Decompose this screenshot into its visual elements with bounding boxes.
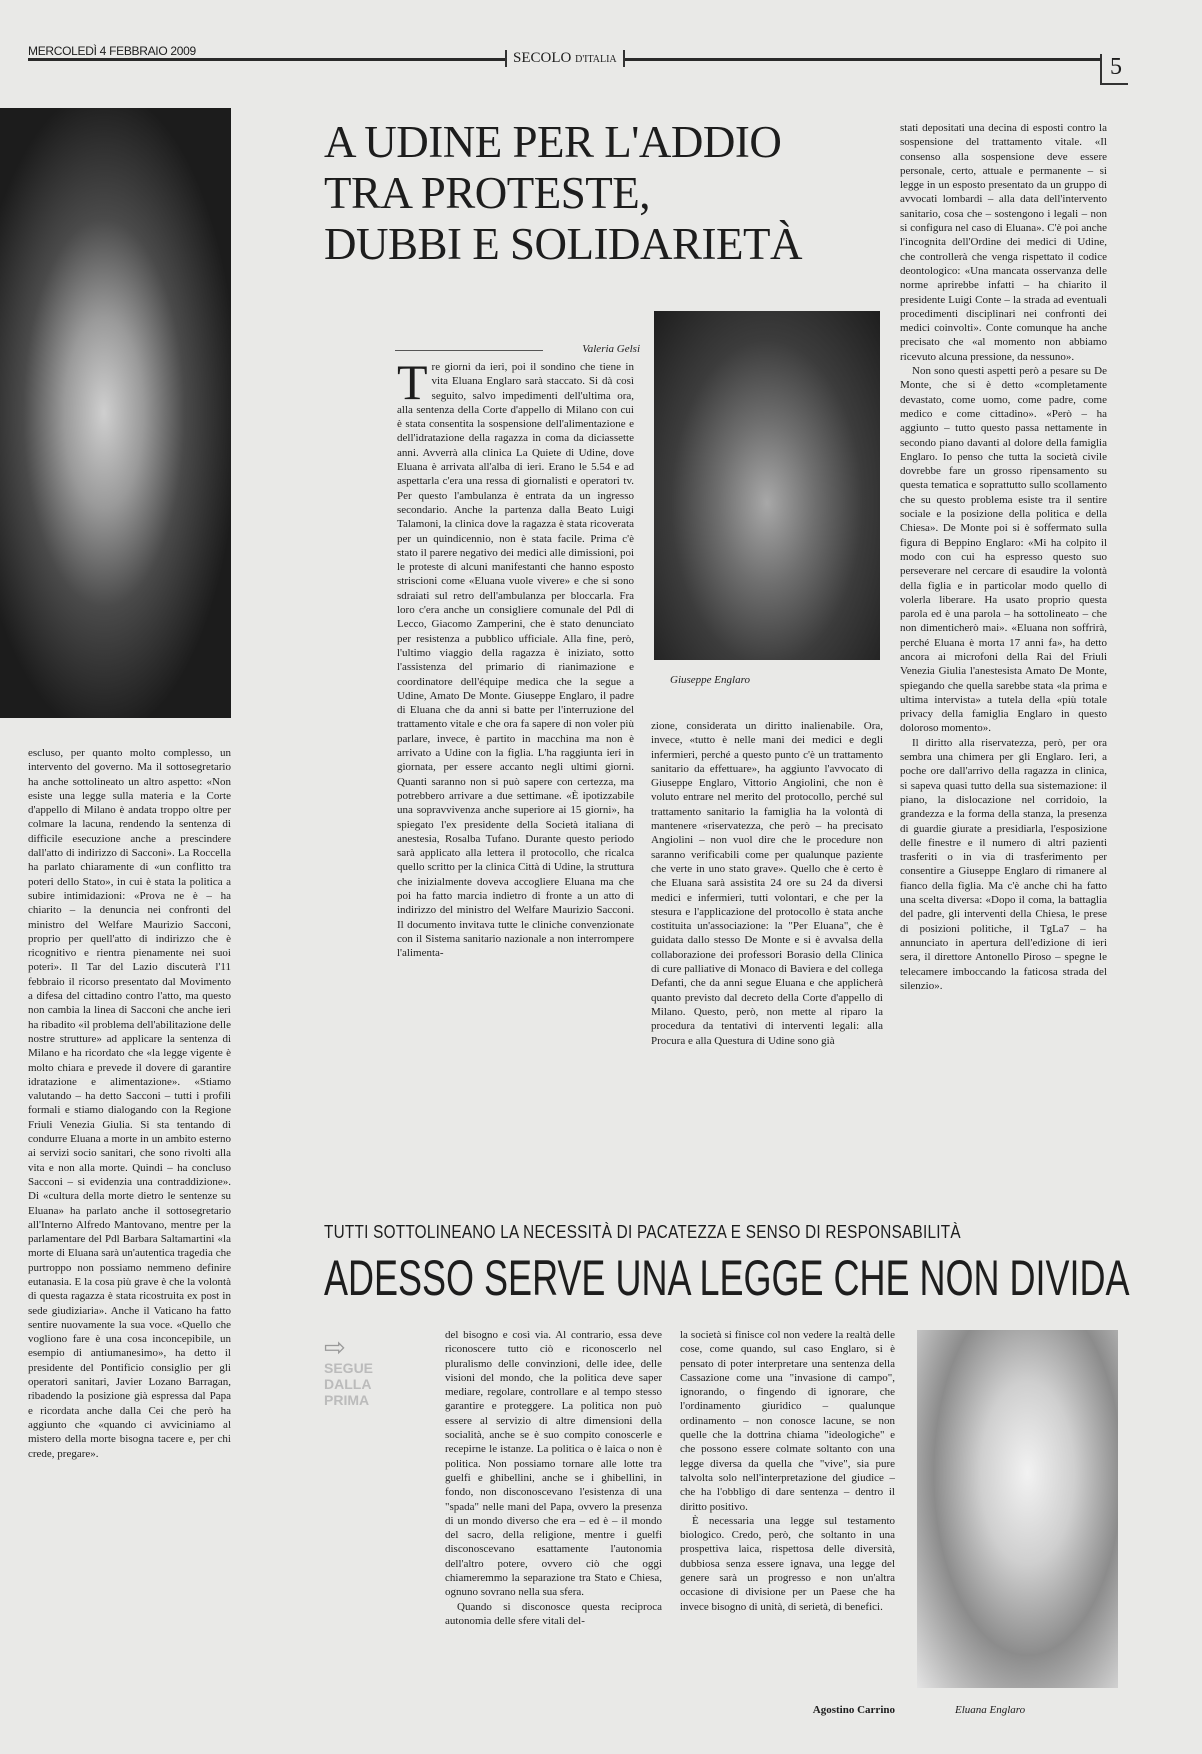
article-column-left (28, 746, 231, 1724)
article2-kicker: TUTTI SOTTOLINEANO LA NECESSITÀ DI PACATEZZA E SENSO DI RESPONSABILITÀ (324, 1222, 961, 1242)
column-text: re giorni da ieri, poi il sondino che tiene in vita Eluana Englaro sarà staccato. Si dà così seguito, salvo impedimenti dell'ultima ora, alla sentenza della Corte d'appello di Milano con cui è stata consentita la sospensione dell'alimentazione e dell'idratazione della ragazza in coma da diciassette anni. Avverrà alla clinica La Quiete di Udine, dove Eluana è arrivata all'alba di ieri. Erano le 5.54 e ad aspettarla c'era una ressa di giornalisti e operatori tv. Per questo l'ambulanza è entrata da un ingresso secondario. Anche la partenza dalla Beato Luigi Talamoni, la clinica dove la ragazza è stata ricoverata per un quindicennio, non è stata facile. Prima c'è stato il parere negativo dei medici alle dimissioni, poi le proteste di alcuni manifestanti che hanno esposto striscioni come «Eluana vuole vivere» e che si sono sdraiati sul retro dell'ambulanza per bloccarla. Fra loro c'era anche un consigliere comunale del Pdl di Lecco, Giacomo Zamperini, che è stato denunciato per resistenza a pubblico ufficiale. Alla fine, però, l'ultimo viaggio della ragazza è iniziato, sotto l'assistenza del primario di rianimazione e coordinatore dell'équipe medica che la segue a Udine, Amato De Monte. Giuseppe Englaro, il padre di Eluana che da anni si batte per l'interruzione del trattamento vitale e che ora fa sapere di non voler più parlare, invece, è partito in macchina ma non è arrivato a Udine con la figlia. L'ha raggiunta ieri in giornata, per essere accanto negli ultimi giorni. Quanti saranno non si può sapere con certezza, ma potrebbero arrivare a due settimane. «È ipotizzabile una sopravvivenza anche superiore ai 15 giorni», ha spiegato l'ex presidente della Società italiana di anestesia, Rosalba Tufano. Durante questo periodo sarà applicato alla lettera il protocollo, che ricalca quello scritto per la clinica Città di Udine, la struttura che inizialmente doveva accogliere Eluana ma che poi ha fatto marcia indietro di fronte a un atto di indirizzo del ministro del Welfare Maurizio Sacconi. Il documento invitava tutte le cliniche convenzionate con il Sistema sanitario nazionale a non interrompere l'alimenta- (397, 361, 634, 960)
paragraph: È necessaria una legge sul testamento biologico. Credo, però, che soltanto in una prospettiva laica, rispettosa delle diversità, dubbiosa senza essere ignava, una legge del genere sarà un progresso e non un'altra occasione di divisione per un Paese che ha invece bisogno di unità, di serietà, di benefici. (680, 1514, 895, 1613)
arrow-right-icon: ⇨ (324, 1333, 346, 1362)
paragraph: Quando si disconosce questa reciproca autonomia delle sfere vitali del- (445, 1600, 662, 1627)
article2-column-2 (680, 1328, 895, 1700)
headline-line: TRA PROTESTE, (324, 168, 651, 218)
column-text: zione, considerata un diritto inalienabile. Ora, invece, «tutto è nelle mani dei medici e degli infermieri, perché a questo punto c'è un trattamento sanitario da effettuare», ha aggiunto l'avvocato di Giuseppe Englaro, Vittorio Angiolini, che non è voluto entrare nel merito del protocollo, perché sul trattamento sanitario la famiglia ha la volontà di mantenere «riservatezza, che però – ha precisato Angiolini – non vuol dire che le procedure non saranno verificabili come per qualunque paziente che verte in uno stato grave». Quello che è certo è che Eluana sarà assistita 24 ore su 24 da diversi medici e infermieri, tutti volontari, e che per la stesura e l'applicazione del protocollo è stata anche costituita un'associazione: la "Per Eluana", che è guidata dallo stesso De Monte e si è avvalsa della collaborazione dei professori Borasio della Clinica di cure palliative di Monaco di Baviera e del collega Defanti, che da anni segue Eluana e che applicherà quanto previsto dal decreto della Corte d'appello di Milano. Questo, però, non mette al riparo la procedura da tentativi di interventi legali: alla Procura e alla Questura di Udine sono già (651, 720, 883, 1047)
paragraph: del bisogno e così via. Al contrario, essa deve riconoscere tutto ciò e riconoscerlo nel pluralismo delle convinzioni, delle idee, delle visioni del mondo, che la politica deve saper mediare, regolare, controllare e al tempo stesso garantire e proteggere. La politica non può essere al servizio di altre dimensioni della socialità, anche se è suo compito conoscerle e recepirne le istanze. La politica o è laica o non è politica. Non possiamo tornare alle lotte tra guelfi e ghibellini, anche se i ghibellini, in fondo, non disconoscevano l'esistenza di una "spada" nelle mani del Papa, ovvero la presenza di un mondo diverso che era – ed è – il mondo del sacro, della religione, mentre i guelfi disconoscevano esattamente l'autonomia dell'altro potere, ovvero ciò che oggi chiameremmo la separazione tra Stato e Chiesa, ognuno sovrano nella sua sfera. (445, 1329, 662, 1599)
byline: Valeria Gelsi (582, 343, 640, 355)
paragraph: la società si finisce col non vedere la realtà delle cose, come quando, sul caso Englaro, si è pensato di poter interpretare una sentenza della Cassazione come una "invasione di campo", ignorando, o fingendo di ignorare, che l'ordinamento giuridico – qualunque ordinamento – non conosce lacune, se non quelle che la dottrina chiama "ideologiche" e che possono essere colmate soltanto con una legge diversa da quella che "vive", sia pure talvolta solo nell'interpretazione del giudice – che ha l'obbligo di dare sentenza – dentro il diritto positivo. (680, 1329, 895, 1513)
masthead-main: SECOLO (513, 50, 572, 66)
article-column-2 (651, 719, 883, 1187)
headline-line: DUBBI E SOLIDARIETÀ (324, 219, 802, 269)
article2-column-1 (445, 1328, 662, 1714)
masthead-small: D'ITALIA (575, 54, 617, 65)
column-text: escluso, per quanto molto complesso, un intervento del governo. Ma il sottosegretario ha anche sottolineato un altro aspetto: «Non esiste una legge sulla materia e la Corte d'appello di Milano è andata troppo oltre per colmare la lacuna, rendendo la sentenza di difficile esecuzione anche a prescindere dall'atto di indirizzo di Sacconi». La Roccella ha parlato chiaramente di «un conflitto tra poteri dello Stato», in cui è stata la politica a subire intimidazioni: «Prova ne è – ha chiarito – la denuncia nei confronti del ministro del Welfare Maurizio Sacconi, proprio per quell'atto di indirizzo che è ricognitivo e rientra pienamente nei suoi poteri». Il Tar del Lazio discuterà l'11 febbraio il ricorso presentato dal Movimento a difesa del cittadino contro l'atto, ma questo non cambia la linea di Sacconi che anche ieri ha ribadito «il problema dell'abilitazione delle nostre strutture» ad applicare la sentenza di Milano e ha ricordato che «la legge vigente è molto chiara e prevede il dovere di garantire idratazione e alimentazione». «Stiamo valutando – ha detto Sacconi – tutti i profili formali e stiamo dialogando con la Regione Friuli Venezia Giulia. Si sta tentando di condurre Eluana a morte in un ambito esterno ai servizi socio sanitari, che sono rivolti alla vita e non alla morte. Quindi – ha concluso Sacconi – si evidenzia una contraddizione». Di «cultura della morte dietro le sentenze su Eluana» ha parlato anche il sottosegretario all'Interno Alfredo Mantovano, mentre per la parlamentare del Pdl Barbara Saltamartini «la morte di Eluana sarà un'autentica tragedia che purtroppo non possiamo nemmeno definire eutanasia. E la cosa più grave è che la volontà di questa ragazza è stata ricostruita ex post in sede giudiziaria». Anche il Vaticano ha fatto sentire nuovamente la sua voce. «Quello che vogliono fare è una cosa inconcepibile, un esempio di antiumanesimo», ha detto il presidente del Pontificio consiglio per gli operatori sanitari, Javier Lozano Barragan, ribadendo la posizione già espressa dal Papa e ricordata anche dalla Cei che però ha aggiunto che «quando ci avviciniamo al mistero della morte bisogna tacere e, per chi crede, pregare». (28, 747, 231, 1460)
headline-line: A UDINE PER L'ADDIO (324, 117, 782, 167)
masthead (505, 50, 625, 67)
segue-line: SEGUE (324, 1360, 374, 1376)
article-headline (324, 117, 844, 270)
article2-author: Agostino Carrino (812, 1704, 895, 1716)
paragraph: stati depositati una decina di esposti contro la sospensione del trattamento vitale. «Il consenso alla sospensione deve essere personale, certo, attuale e permanente – si legge in un esposto presentato da un gruppo di avvocati lombardi – alla data dell'intervento sanitario, cosa che – sostengono i legali – non si configura nel caso di Eluana». C'è poi anche l'incognita dell'Ordine dei medici di Udine, che controllerà che venga rispettato il codice deontologico: «Una mancata osservanza delle norme aprirebbe infatti – ha chiarito il presidente Luigi Conte – la strada ad eventuali procedimenti disciplinari nei confronti dei medici coinvolti». Conte comunque ha anche precisato che «al momento non abbiamo ricevuto alcuna pressione, da nessuno». (900, 122, 1107, 363)
segue-line: DALLA (324, 1376, 372, 1392)
article-column-3 (900, 121, 1107, 1187)
segue-label[interactable] (324, 1360, 414, 1408)
issue-date: MERCOLEDÌ 4 FEBBRAIO 2009 (28, 44, 196, 58)
photo-caption: Eluana Englaro (955, 1704, 1026, 1716)
paragraph: Il diritto alla riservatezza, però, per ora sembra una chimera per gli Englaro. Ieri, a poche ore dall'arrivo della ragazza in clinica, si sapeva quasi tutto della sua sistemazione: il piano, la dislocazione nel corridoio, la grandezza e la forma della stanza, la presenza di guardie giurate a presidiarla, l'esposizione delle finestre e il numero di altri pazienti trasferiti o in via di trasferimento per consentire a Giuseppe Englaro di rimanere al fianco della figlia. Ma c'è anche chi ha fatto una scelta diversa: «Dopo il coma, la battaglia del padre, gli interventi della Chiesa, le prese di posizioni politiche, il TgLa7 – ha annunciato in apertura dell'edizione di ieri sera, il direttore Antonello Piroso – spegne le telecamere imboccando la faticosa strada del silenzio». (900, 736, 1107, 992)
photo-caption: Giuseppe Englaro (670, 674, 750, 686)
photo-giuseppe-englaro (654, 311, 880, 660)
photo-eluana-englaro (917, 1330, 1118, 1688)
page-number: 5 (1100, 54, 1128, 85)
segue-line: PRIMA (324, 1392, 370, 1408)
article-column-1 (397, 360, 634, 1188)
article2-headline: ADESSO SERVE UNA LEGGE CHE NON DIVIDA (324, 1250, 1130, 1306)
paragraph: Non sono questi aspetti però a pesare su De Monte, che si è detto «completamente devastato, come uomo, come padre, come medico e come cittadino». «Però – ha aggiunto – tutto questo passa nettamente in secondo piano davanti al dolore della famiglia Englaro. Io penso che tutta la società civile dovrebbe fare un grosso ripensamento su questa tematica e soprattutto sullo scollamento che su questo problema esiste tra il sentire sociale e la posizione della politica e della Chiesa». De Monte poi si è soffermato sulla figura di Beppino Englaro: «Mi ha colpito il modo con cui ha espresso questo suo perseverare nel cercare di esaudire la volontà della figlia e in particolar modo quello di volerla liberare. Ha usato proprio questa parola ed è una parola – ha sottolineato – che non dimenticherò mai». «Eluana non soffrirà, perché Eluana è morta 17 anni fa», ha detto ancora ai microfoni della Rai del Friuli Venezia Giulia l'anestesista Amato De Monte, spiegando che quella sarebbe stata «la prima e ultima intervista» a tutela della «più totale privacy della famiglia Englaro in questo doloroso momento». (900, 365, 1107, 735)
drop-cap: T (397, 360, 428, 410)
photo-protest (0, 108, 231, 718)
